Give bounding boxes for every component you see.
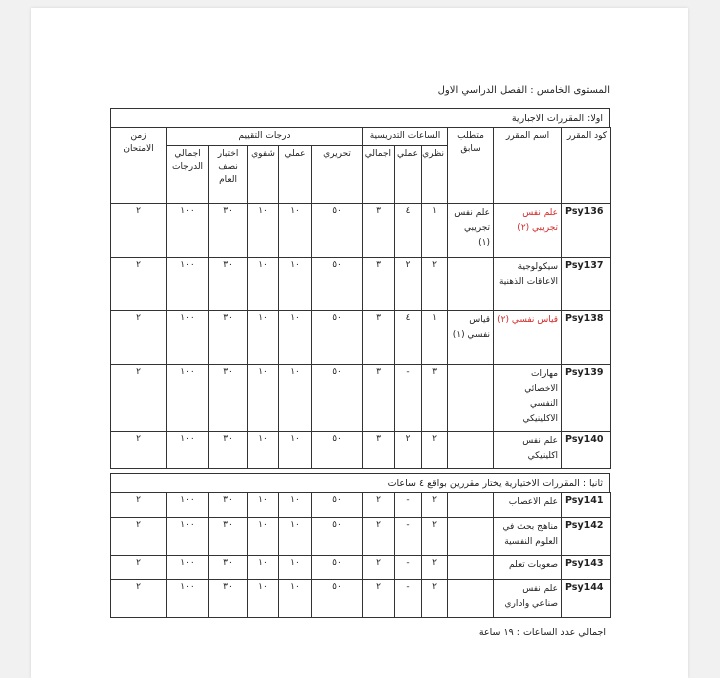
oral-grade: ١٠ xyxy=(248,556,279,580)
exam-time: ٢ xyxy=(111,365,167,432)
midterm-grade: ٣٠ xyxy=(209,580,248,618)
total-hours: ٣ xyxy=(363,365,395,432)
total-hours: ٢ xyxy=(363,518,395,556)
header-oral: شفوي xyxy=(248,146,279,204)
theory-hours: ٣ xyxy=(422,365,448,432)
practical-hours: - xyxy=(395,556,422,580)
practical-grade: ١٠ xyxy=(279,518,312,556)
course-name: صعوبات تعلم xyxy=(494,556,562,580)
practical-grade: ١٠ xyxy=(279,365,312,432)
total-hours: ٣ xyxy=(363,258,395,311)
course-name: علم نفس صناعي واداري xyxy=(494,580,562,618)
total-hours: ٢ xyxy=(363,493,395,518)
midterm-grade: ٣٠ xyxy=(209,518,248,556)
oral-grade: ١٠ xyxy=(248,493,279,518)
exam-time: ٢ xyxy=(111,311,167,365)
course-code: Psy144 xyxy=(562,580,611,618)
midterm-grade: ٣٠ xyxy=(209,204,248,258)
oral-grade: ١٠ xyxy=(248,432,279,469)
midterm-grade: ٣٠ xyxy=(209,311,248,365)
course-prereq xyxy=(448,580,494,618)
course-code: Psy139 xyxy=(562,365,611,432)
exam-time: ٢ xyxy=(111,580,167,618)
theory-hours: ٢ xyxy=(422,432,448,469)
practical-grade: ١٠ xyxy=(279,311,312,365)
section-elective-title: ثانيا : المقررات الاختيارية يختار مقررين بواقع ٤ ساعات xyxy=(110,473,610,493)
practical-grade: ١٠ xyxy=(279,204,312,258)
header-written: تحريري xyxy=(312,146,363,204)
header-name: اسم المقرر xyxy=(494,128,562,204)
practical-hours: ٤ xyxy=(395,311,422,365)
course-prereq xyxy=(448,493,494,518)
written-grade: ٥٠ xyxy=(312,580,363,618)
oral-grade: ١٠ xyxy=(248,580,279,618)
course-prereq: علم نفس تجريبي (١) xyxy=(448,204,494,258)
course-prereq xyxy=(448,556,494,580)
course-code: Psy141 xyxy=(562,493,611,518)
oral-grade: ١٠ xyxy=(248,204,279,258)
written-grade: ٥٠ xyxy=(312,204,363,258)
exam-time: ٢ xyxy=(111,258,167,311)
total-grades: ١٠٠ xyxy=(167,204,209,258)
practical-hours: - xyxy=(395,580,422,618)
total-hours: ٢ xyxy=(363,580,395,618)
table-row xyxy=(111,365,611,432)
practical-hours: - xyxy=(395,365,422,432)
total-hours: ٣ xyxy=(363,204,395,258)
theory-hours: ٢ xyxy=(422,580,448,618)
course-name: مهارات الاخصائي النفسي الاكلينيكي xyxy=(494,365,562,432)
practical-hours: ٤ xyxy=(395,204,422,258)
oral-grade: ١٠ xyxy=(248,365,279,432)
table-row xyxy=(111,258,611,311)
total-grades: ١٠٠ xyxy=(167,365,209,432)
total-grades: ١٠٠ xyxy=(167,258,209,311)
midterm-grade: ٣٠ xyxy=(209,258,248,311)
header-exam-time: زمن الامتحان xyxy=(111,128,167,204)
theory-hours: ١ xyxy=(422,204,448,258)
midterm-grade: ٣٠ xyxy=(209,493,248,518)
exam-time: ٢ xyxy=(111,556,167,580)
practical-grade: ١٠ xyxy=(279,258,312,311)
total-grades: ١٠٠ xyxy=(167,518,209,556)
table-row xyxy=(111,518,611,556)
course-prereq xyxy=(448,518,494,556)
exam-time: ٢ xyxy=(111,493,167,518)
course-name: سيكولوجية الاعاقات الذهنية xyxy=(494,258,562,311)
practical-hours: - xyxy=(395,518,422,556)
table-row xyxy=(111,432,611,469)
written-grade: ٥٠ xyxy=(312,432,363,469)
course-name: مناهج بحث في العلوم النفسية xyxy=(494,518,562,556)
practical-hours: ٢ xyxy=(395,432,422,469)
written-grade: ٥٠ xyxy=(312,518,363,556)
practical-hours: - xyxy=(395,493,422,518)
course-code: Psy137 xyxy=(562,258,611,311)
practical-grade: ١٠ xyxy=(279,432,312,469)
header-midterm: اختبار نصف العام xyxy=(209,146,248,204)
course-name: علم الاعصاب xyxy=(494,493,562,518)
table-row xyxy=(111,204,611,258)
table-row xyxy=(111,556,611,580)
header-total: اجمالي xyxy=(363,146,395,204)
course-prereq xyxy=(448,258,494,311)
written-grade: ٥٠ xyxy=(312,311,363,365)
header-prereq: متطلب سابق xyxy=(448,128,494,204)
theory-hours: ٢ xyxy=(422,518,448,556)
table-row xyxy=(111,311,611,365)
written-grade: ٥٠ xyxy=(312,365,363,432)
practical-grade: ١٠ xyxy=(279,580,312,618)
total-grades: ١٠٠ xyxy=(167,432,209,469)
theory-hours: ١ xyxy=(422,311,448,365)
total-hours: ٢ xyxy=(363,556,395,580)
total-grades: ١٠٠ xyxy=(167,311,209,365)
total-grades: ١٠٠ xyxy=(167,493,209,518)
course-code: Psy143 xyxy=(562,556,611,580)
exam-time: ٢ xyxy=(111,432,167,469)
header-practical-grade: عملي xyxy=(279,146,312,204)
practical-grade: ١٠ xyxy=(279,493,312,518)
total-grades: ١٠٠ xyxy=(167,556,209,580)
course-code: Psy138 xyxy=(562,311,611,365)
header-practical: عملي xyxy=(395,146,422,204)
total-hours-note: اجمالي عدد الساعات : ١٩ ساعة xyxy=(478,627,606,638)
theory-hours: ٢ xyxy=(422,493,448,518)
theory-hours: ٢ xyxy=(422,258,448,311)
practical-hours: ٢ xyxy=(395,258,422,311)
course-name: علم نفس اكلينيكي xyxy=(494,432,562,469)
total-hours: ٣ xyxy=(363,311,395,365)
exam-time: ٢ xyxy=(111,204,167,258)
theory-hours: ٢ xyxy=(422,556,448,580)
written-grade: ٥٠ xyxy=(312,556,363,580)
written-grade: ٥٠ xyxy=(312,493,363,518)
table-row xyxy=(111,493,611,518)
total-grades: ١٠٠ xyxy=(167,580,209,618)
course-code: Psy142 xyxy=(562,518,611,556)
oral-grade: ١٠ xyxy=(248,311,279,365)
course-prereq xyxy=(448,432,494,469)
section-mandatory-title: اولا: المقررات الاجبارية xyxy=(110,108,610,128)
oral-grade: ١٠ xyxy=(248,518,279,556)
written-grade: ٥٠ xyxy=(312,258,363,311)
document-title: المستوى الخامس : الفصل الدراسي الاول xyxy=(437,85,610,96)
oral-grade: ١٠ xyxy=(248,258,279,311)
course-code: Psy136 xyxy=(562,204,611,258)
header-grades-group: درجات التقييم xyxy=(167,128,363,146)
midterm-grade: ٣٠ xyxy=(209,432,248,469)
course-name: علم نفس تجريبي (٢) xyxy=(494,204,562,258)
table-row xyxy=(111,580,611,618)
header-theory: نظري xyxy=(422,146,448,204)
midterm-grade: ٣٠ xyxy=(209,365,248,432)
header-total-grades: اجمالي الدرجات xyxy=(167,146,209,204)
header-code: كود المقرر xyxy=(562,128,611,204)
exam-time: ٢ xyxy=(111,518,167,556)
course-name: قياس نفسي (٢) xyxy=(494,311,562,365)
practical-grade: ١٠ xyxy=(279,556,312,580)
elective-courses-table xyxy=(110,492,611,618)
course-prereq: قياس نفسي (١) xyxy=(448,311,494,365)
course-code: Psy140 xyxy=(562,432,611,469)
midterm-grade: ٣٠ xyxy=(209,556,248,580)
mandatory-courses-table xyxy=(110,127,611,469)
course-prereq xyxy=(448,365,494,432)
header-hours-group: الساعات التدريسية xyxy=(363,128,448,146)
total-hours: ٣ xyxy=(363,432,395,469)
